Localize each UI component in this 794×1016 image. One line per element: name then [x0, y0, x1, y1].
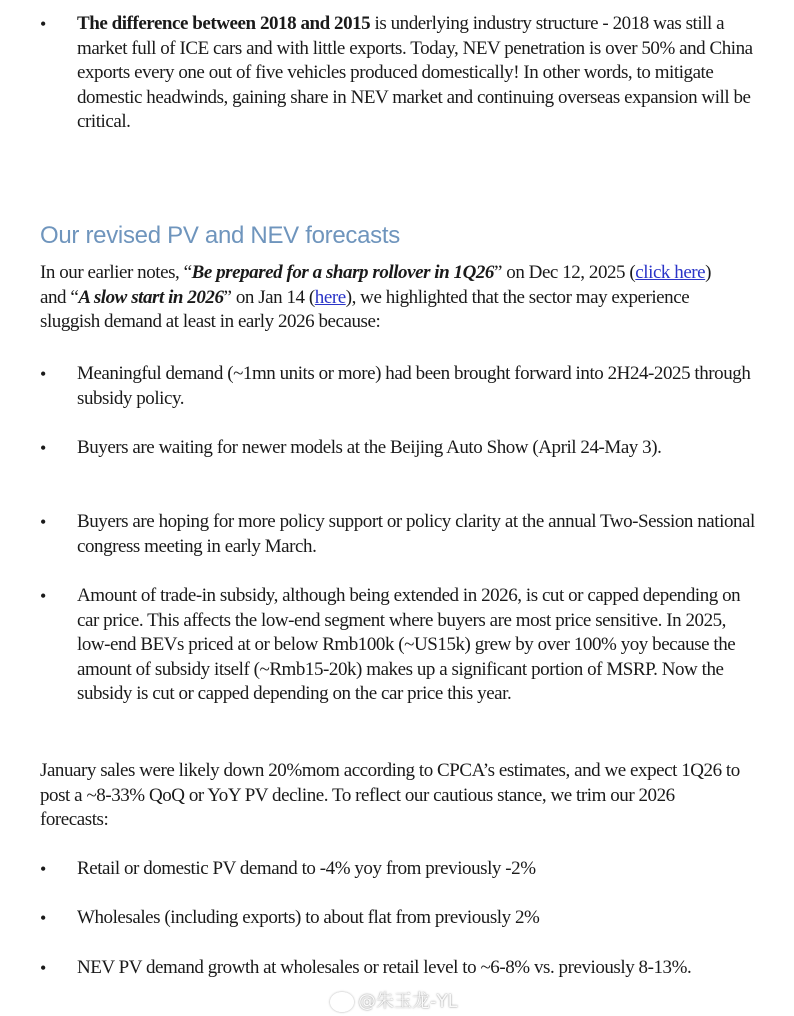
forecast-text: Retail or domestic PV demand to -4% yoy from previously -2%: [77, 858, 536, 879]
intro-text: ” on Jan 14 (: [223, 286, 315, 308]
reason-text: Amount of trade-in subsidy, although being extended in 2026, is cut or capped depending on car price. This affects the low-end segment where buyers are most price sensitive. In 2025, low-end BEVs priced at or below Rmb100k (~US15k) grew by over 100% yoy because the amount of subsidy itself (~Rmb15-20k) makes up a significant portion of MSRP. Now the subsidy is cut or capped depending on the car price this year.: [77, 585, 741, 704]
reason-text: Buyers are hoping for more policy support or policy clarity at the annual Two-Session national congress meeting in early March.: [77, 511, 755, 557]
section-heading: Our revised PV and NEV forecasts: [40, 222, 400, 249]
note-title-2: A slow start in 2026: [78, 286, 224, 308]
intro-bullet-text: [77, 12, 757, 135]
bold-lead: The difference between 2018 and 2015: [77, 13, 371, 34]
note-title-1: Be prepared for a sharp rollover in 1Q26: [191, 262, 494, 283]
section-intro-paragraph: [40, 261, 740, 335]
watermark: [330, 987, 458, 1013]
reason-text: Buyers are waiting for newer models at the Beijing Auto Show (April 24-May 3).: [77, 437, 662, 458]
bullet-icon: •: [40, 512, 46, 532]
forecast-text: NEV PV demand growth at wholesales or retail level to ~6-8% vs. previously 8-13%.: [77, 957, 692, 978]
reason-text: Meaningful demand (~1mn units or more) had been brought forward into 2H24-2025 through subsidy policy.: [77, 363, 751, 409]
intro-text: ), we highlighted that the sector may experience sluggish demand at least in early 2026 because:: [40, 286, 690, 332]
bullet-icon: •: [40, 438, 46, 458]
here-link[interactable]: here: [314, 286, 346, 308]
bullet-icon: •: [40, 859, 46, 879]
bullet-icon: •: [40, 586, 46, 606]
january-paragraph: January sales were likely down 20%mom according to CPCA’s estimates, and we expect 1Q26 to post a ~8-33% QoQ or YoY PV decline. To reflect our cautious stance, we trim our 2026 forecasts:: [40, 760, 740, 830]
intro-text: In our earlier notes, “: [40, 262, 192, 283]
bullet-icon: •: [40, 908, 46, 928]
intro-bullet-rest: is underlying industry structure - 2018 was still a market full of ICE cars and with little exports. Today, NEV penetration is over 50% and China exports every one out of five vehicles produced domestically! In other words, to mitigate domestic headwinds, gaining share in NEV market and continuing overseas expansion will be critical.: [77, 13, 753, 132]
bullet-icon: •: [40, 958, 46, 978]
intro-text: ) and “: [40, 262, 712, 308]
bullet-icon: •: [40, 14, 46, 34]
watermark-text: @朱玉龙-YL: [358, 991, 458, 1012]
weibo-icon: [330, 992, 354, 1012]
click-here-link[interactable]: click here: [635, 262, 706, 283]
forecast-text: Wholesales (including exports) to about flat from previously 2%: [77, 907, 540, 928]
intro-text: ” on Dec 12, 2025 (: [493, 262, 636, 283]
bullet-icon: •: [40, 364, 46, 384]
